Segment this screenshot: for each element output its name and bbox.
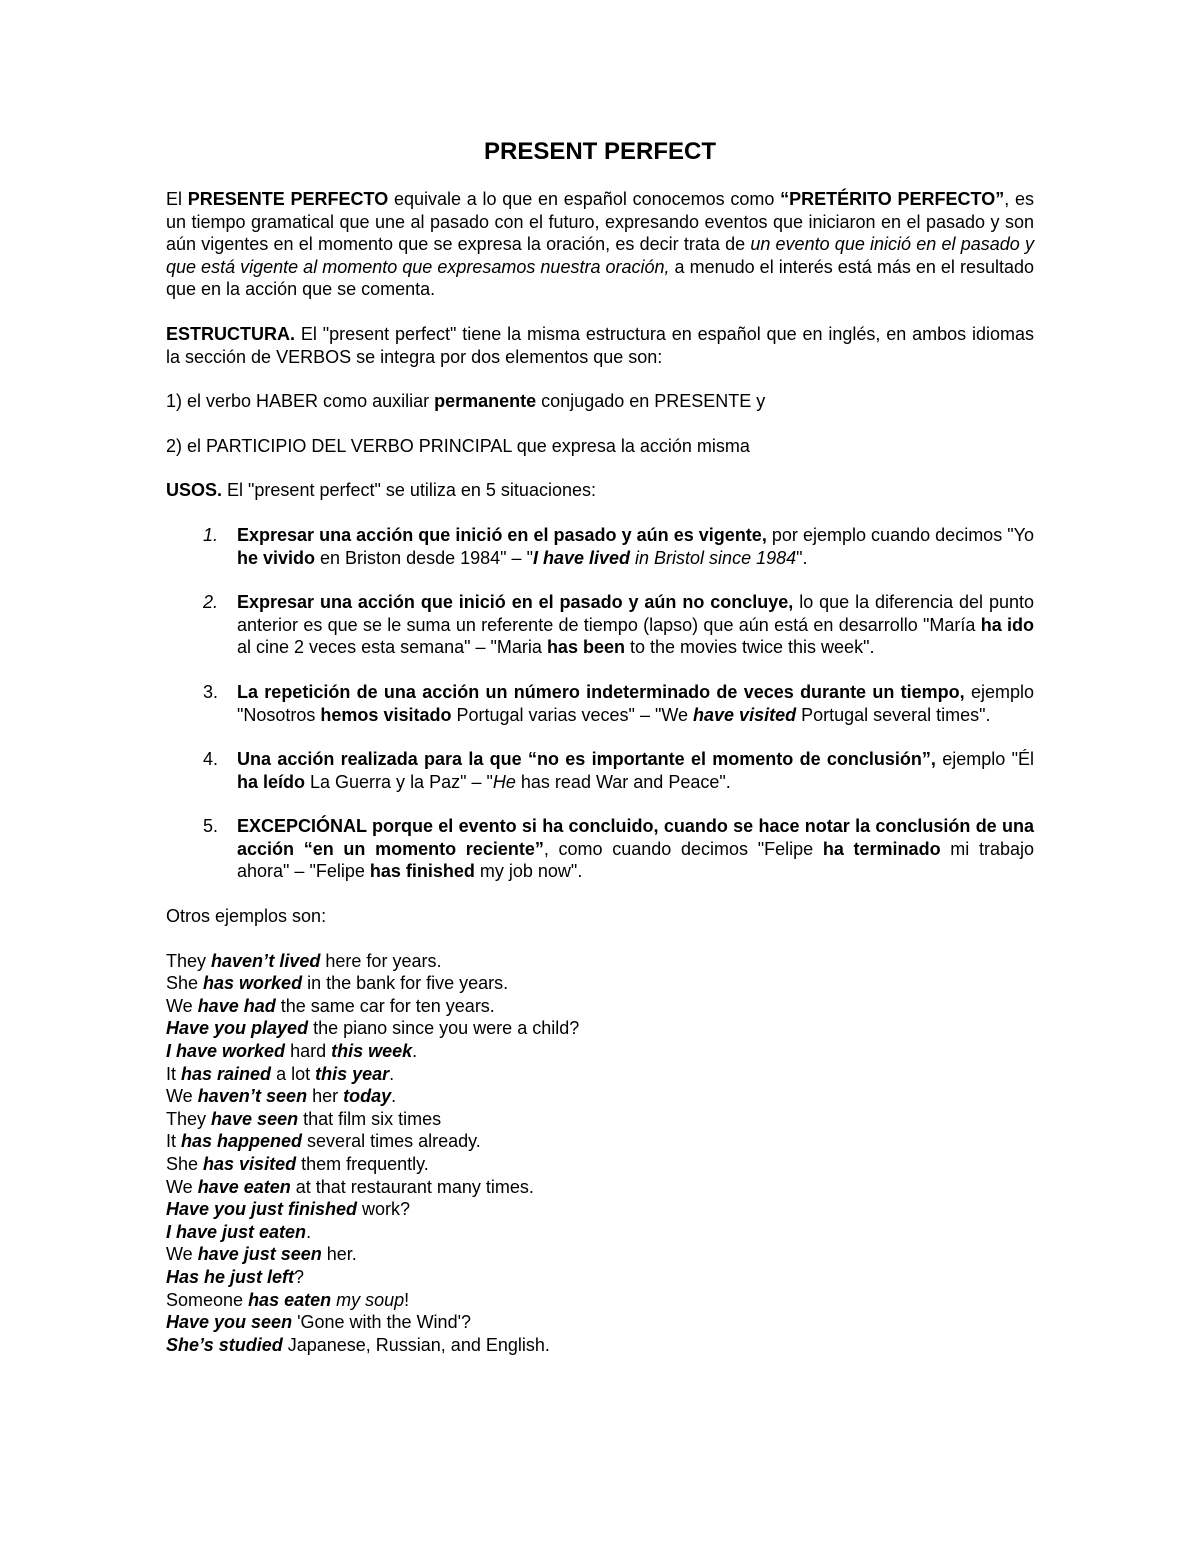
use-text: , como cuando decimos "Felipe (543, 838, 823, 859)
example-sentence: She has worked in the bank for five years. (166, 973, 509, 994)
example-sentence: She has visited them frequently. (166, 1154, 429, 1174)
use-verb-english: has finished (369, 861, 475, 882)
use-verb-english: I have lived (532, 547, 631, 568)
estructura-text: El "present perfect" tiene la misma estructura en español que en inglés, en ambos idiomas la sección de VERBOS se integra por dos elementos que son: (166, 323, 1034, 367)
examples-list (166, 950, 1034, 1357)
intro-text: equivale a lo que en español conocemos como (388, 189, 781, 209)
use-verb-english: have visited (693, 704, 797, 725)
use-item (166, 748, 1034, 793)
page-title: PRESENT PERFECT (483, 138, 717, 165)
point-1 (166, 390, 1034, 413)
use-heading: Una acción realizada para la que “no es importante el momento de conclusión”, (237, 749, 936, 770)
use-text: mi trabajo ahora" – "Felipe (237, 838, 1034, 882)
use-text: al cine 2 veces esta semana" – "Maria (237, 637, 547, 658)
use-heading: EXCEPCIÓNAL porque el evento si ha concluido, cuando se hace notar la conclusión de una acción “en un momento reciente” (237, 816, 1034, 859)
use-verb: hemos visitado (320, 704, 452, 725)
usos-text: El "present perfect" se utiliza en 5 situaciones: (222, 480, 596, 501)
use-heading: Expresar una acción que inició en el pasado y aún no concluye, (237, 592, 794, 613)
point-text: 2) el PARTICIPIO DEL VERBO PRINCIPAL que expresa la acción misma (166, 435, 750, 456)
use-item (166, 681, 1034, 726)
use-verb-english: has been (546, 637, 625, 658)
use-text: Portugal varias veces" – "We (451, 704, 694, 725)
example-sentence: It has rained a lot this year. (166, 1063, 395, 1084)
list-number: 1. (203, 524, 219, 545)
use-text: por ejemplo cuando decimos "Yo (766, 524, 1035, 545)
use-text: has read War and Peace". (515, 771, 731, 792)
example-sentence: Have you seen 'Gone with the Wind'? (166, 1312, 472, 1333)
use-text: La Guerra y la Paz" – " (305, 771, 493, 792)
use-text: en Briston desde 1984" – " (315, 547, 533, 568)
intro-bold-term: “PRETÉRITO PERFECTO” (780, 189, 1005, 209)
point-2 (166, 435, 1034, 458)
usos-label: USOS. (166, 480, 223, 501)
use-item (166, 591, 1034, 659)
example-sentence: We haven’t seen her today. (166, 1086, 397, 1107)
example-sentence: We have eaten at that restaurant many times. (166, 1176, 534, 1197)
list-number: 4. (203, 749, 219, 770)
intro-text: , es un tiempo gramatical que une al pasado con el futuro, expresando eventos que iniciaron en el pasado y son aún vigentes en el momento que se expresa la oración, es decir trata de (166, 189, 1034, 255)
example-sentence: We have just seen her. (166, 1244, 357, 1265)
use-italic: He (492, 771, 516, 792)
example-sentence: They have seen that film six times (166, 1108, 442, 1129)
otros-ejemplos-label: Otros ejemplos son: (166, 906, 327, 927)
intro-paragraph (166, 188, 1034, 301)
list-number: 2. (203, 592, 219, 613)
document-page (166, 138, 1034, 1356)
usos-paragraph (166, 479, 1034, 502)
example-sentence: They haven’t lived here for years. (166, 950, 442, 971)
example-sentence: Someone has eaten my soup! (166, 1289, 410, 1310)
use-verb: ha terminado (822, 838, 941, 859)
list-number: 3. (203, 681, 219, 702)
use-text: lo que la diferencia del punto anterior es que se le suma un referente de tiempo (lapso) que aún está en desarrollo "María (237, 592, 1034, 635)
use-item (166, 524, 1034, 569)
estructura-label: ESTRUCTURA. (166, 323, 295, 344)
uses-list (166, 524, 1034, 883)
use-text: Portugal several times". (796, 704, 991, 725)
use-text: ejemplo "Nosotros (237, 681, 1034, 725)
example-sentence: We have had the same car for ten years. (166, 995, 495, 1016)
use-text: to the movies twice this week". (624, 637, 875, 658)
use-heading: La repetición de una acción un número indeterminado de veces durante un tiempo, (237, 681, 965, 702)
use-text: my job now". (474, 861, 583, 882)
use-text: ". (796, 547, 808, 568)
point-text: conjugado en PRESENTE y (536, 391, 766, 412)
point-bold: permanente (434, 391, 537, 412)
use-text: ejemplo "Él (935, 749, 1034, 770)
use-heading: Expresar una acción que inició en el pasado y aún es vigente, (237, 524, 767, 545)
list-number: 5. (203, 816, 219, 837)
intro-bold-term: PRESENTE PERFECTO (187, 189, 389, 209)
estructura-paragraph (166, 323, 1034, 368)
example-sentence: I have worked hard this week. (166, 1041, 418, 1062)
use-verb: he vivido (237, 547, 316, 568)
example-sentence: Has he just left? (166, 1266, 305, 1287)
example-sentence: Have you played the piano since you were a child? (166, 1018, 580, 1039)
intro-text: a menudo el interés está más en el resultado que en la acción que se comenta. (166, 256, 1034, 300)
example-sentence: Have you just finished work? (166, 1199, 411, 1220)
use-italic: in Bristol since 1984 (630, 547, 797, 568)
intro-text: El (166, 189, 188, 209)
example-sentence: I have just eaten. (166, 1221, 312, 1242)
use-item (166, 815, 1034, 883)
use-verb: ha ido (980, 614, 1035, 635)
example-sentence: It has happened several times already. (166, 1131, 481, 1152)
intro-italic-definition: un evento que inició en el pasado y que está vigente al momento que expresamos nuestra oración, (166, 234, 1034, 277)
use-verb: ha leído (237, 771, 306, 792)
point-text: 1) el verbo HABER como auxiliar (166, 391, 435, 412)
example-sentence: She’s studied Japanese, Russian, and English. (166, 1334, 550, 1355)
